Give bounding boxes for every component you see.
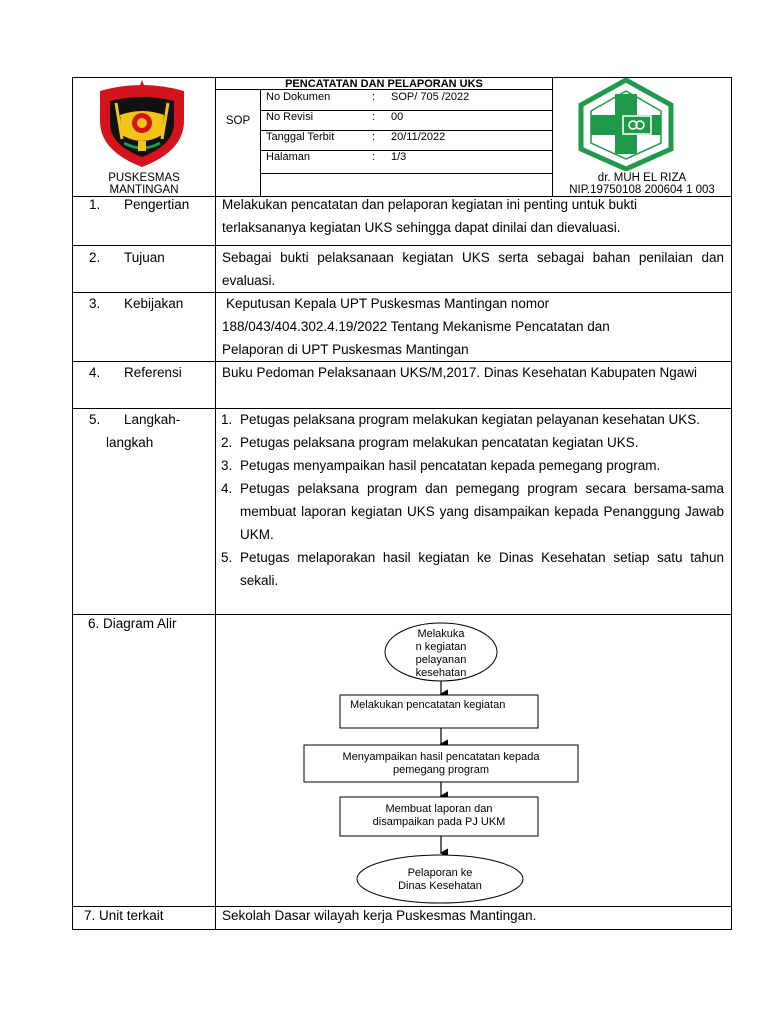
step-text: Petugas pelaksana program melakukan pencatatan kegiatan UKS. (240, 435, 639, 450)
section-number: 4. (89, 365, 101, 380)
step-number: 1. (221, 412, 233, 427)
flowchart-end-label (357, 867, 523, 893)
section-text-kebijakan (222, 292, 726, 361)
step-number: 2. (221, 435, 233, 450)
meta-sep: : (372, 91, 376, 103)
section-title-tujuan: Tujuan (124, 250, 165, 265)
flowchart-text-line: n kegiatan (415, 641, 467, 653)
signer-name: dr. MUH EL RIZA (597, 172, 687, 184)
puskesmas-emblem (94, 79, 190, 170)
section-title-langkah: Langkah- (124, 412, 181, 427)
meta-label: No Revisi (266, 111, 314, 123)
flowchart-start-label (391, 628, 491, 680)
flowchart-text-line: Melakuka (417, 628, 465, 640)
meta-row-line (260, 173, 552, 174)
list-item (221, 546, 724, 592)
section-text-pengertian (222, 193, 726, 239)
text-line: Keputusan Kepala UPT Puskesmas Mantingan nomor (226, 296, 550, 311)
meta-sep: : (372, 131, 376, 143)
sop-label: SOP (225, 115, 251, 127)
flowchart-text-line: Menyampaikan hasil pencatatan kepada (342, 751, 540, 763)
meta-label: Tanggal Terbit (266, 131, 335, 143)
step-number: 3. (221, 458, 233, 473)
list-item (221, 408, 724, 431)
flowchart-text-line: pelayanan (415, 654, 467, 666)
document-title: PENCATATAN DAN PELAPORAN UKS (285, 78, 483, 90)
signer-nip: NIP.19750108 200604 1 003 (569, 184, 715, 196)
step-text: Petugas menyampaikan hasil pencatatan kepada pemegang program. (240, 458, 661, 473)
puskesmas-logo (577, 78, 675, 171)
step-text: Petugas pelaksana program dan pemegang program secara bersama-sama membuat laporan kegiatan UKS yang disampaikan kepada Penanggung Jawab UKM. (240, 481, 724, 542)
list-item (221, 477, 724, 546)
sop-divider (260, 89, 261, 196)
section-title-unit: 7. Unit terkait (84, 908, 164, 923)
list-item (221, 454, 724, 477)
flowchart-text-line: Membuat laporan dan (385, 803, 493, 815)
meta-value-tanggal-terbit: 20/11/2022 (391, 131, 446, 143)
section-title-diagram: 6. Diagram Alir (88, 616, 177, 631)
text-line: Melakukan pencatatan dan pelaporan kegiatan ini penting untuk bukti (222, 197, 638, 212)
flowchart-process-3-label (340, 803, 538, 829)
meta-label: Halaman (266, 151, 311, 163)
step-text: Petugas melaporakan hasil kegiatan ke Dinas Kesehatan setiap satu tahun sekali. (240, 550, 724, 588)
logo-label-line1: PUSKESMAS (108, 172, 180, 184)
section-number: 2. (89, 250, 101, 265)
meta-label: No Dokumen (266, 91, 331, 103)
text-line: terlaksananya kegiatan UKS sehingga dapat dinilai dan dievaluasi. (222, 220, 621, 235)
section-text-tujuan: Sebagai bukti pelaksanaan kegiatan UKS serta sebagai bahan penilaian dan evaluasi. (222, 250, 724, 288)
meta-value-no-revisi: 00 (391, 111, 404, 123)
logo-label-line2: MANTINGAN (109, 184, 179, 196)
section-number: 3. (89, 296, 101, 311)
flowchart-process-1-label: Melakukan pencatatan kegiatan (350, 699, 506, 711)
section-number: 1. (89, 197, 101, 212)
meta-sep: : (372, 151, 376, 163)
section-title-kebijakan: Kebijakan (124, 296, 184, 311)
flowchart-text-line: Pelaporan ke (407, 867, 473, 879)
section-title-langkah-line2: langkah (106, 435, 154, 450)
logo-label (73, 172, 215, 196)
flowchart-text-line: Dinas Kesehatan (398, 880, 482, 892)
table-border-right (731, 77, 732, 930)
flowchart-text-line: pemegang program (392, 764, 489, 776)
section-text-referensi: Buku Pedoman Pelaksanaan UKS/M,2017. Dinas Kesehatan Kabupaten Ngawi (222, 365, 698, 380)
list-item (221, 431, 724, 454)
step-number: 5. (221, 550, 233, 565)
row-separator (72, 906, 732, 907)
text-line: 188/043/404.302.4.19/2022 Tentang Mekanisme Pencatatan dan (222, 319, 610, 334)
step-number: 4. (221, 481, 233, 496)
table-border-bottom (72, 929, 732, 930)
meta-value-no-dokumen: SOP/ 705 /2022 (391, 91, 470, 103)
table-border-left (72, 77, 73, 930)
meta-sep: : (372, 111, 376, 123)
section-number: 5. (89, 412, 101, 427)
meta-value-halaman: 1/3 (391, 151, 407, 163)
text-line: Pelaporan di UPT Puskesmas Mantingan (222, 342, 469, 357)
section-text-unit: Sekolah Dasar wilayah kerja Puskesmas Mantingan. (222, 908, 537, 923)
section-title-pengertian: Pengertian (124, 197, 190, 212)
step-text: Petugas pelaksana program melakukan kegiatan pelayanan kesehatan UKS. (240, 412, 701, 427)
section-title-referensi: Referensi (124, 365, 182, 380)
steps-list (221, 408, 724, 592)
flowchart-text-line: kesehatan (415, 667, 467, 679)
flowchart-text-line: disampaikan pada PJ UKM (372, 816, 506, 828)
flowchart-process-2-label (304, 751, 578, 777)
